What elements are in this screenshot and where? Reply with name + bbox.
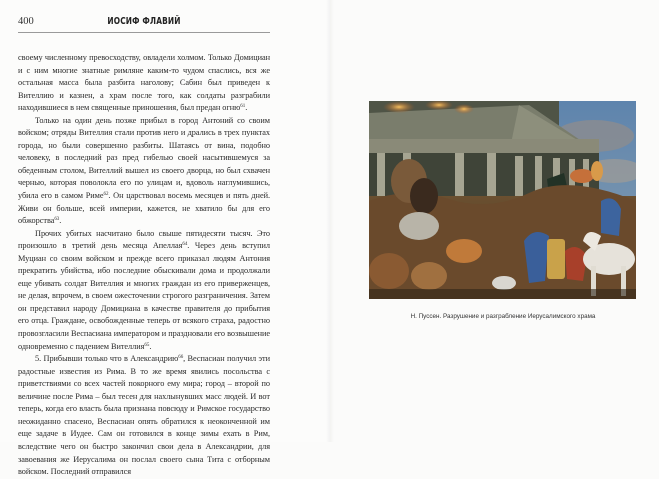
paragraph bbox=[18, 115, 270, 228]
left-page bbox=[0, 0, 330, 477]
paragraph-text: , Веспасиан получил эти радостные известия из Рима. В то же время явились посольства с приветствиями со всех частей покорного ему мира; город – второй по величине после Рима – был тесен для нахлынувших масс людей. И вот теперь, когда его власть была признана повсюду и Римское государство неожиданно спасено, Веспасиан опять обратился к неоконченной им еще задаче в Иудее. Сам он готовился в конце зимы ехать в Рим, вследствие чего он быстро закончил свои дела в Александрии, для завоевания же Иерусалима он послал своего сына Тита с отборным войском. Последний отправился bbox=[18, 354, 270, 477]
running-head bbox=[18, 13, 270, 33]
paragraph-text: . Он царствовал восемь месяцев и пять дней. Живи он больше, всей империи, кажется, не хватило бы для его обжорства bbox=[18, 191, 270, 226]
paragraph bbox=[18, 353, 270, 478]
illustration-caption: Н. Пуссен. Разрушение и разграбление Иерусалимского храма bbox=[410, 313, 596, 320]
paragraph-text: . bbox=[245, 103, 248, 113]
footnote-ref: 66 bbox=[178, 355, 184, 361]
paragraph bbox=[18, 52, 270, 115]
footnote-ref: 62 bbox=[103, 192, 109, 198]
footnote-ref: 61 bbox=[240, 104, 246, 110]
paragraph-text: . Через день вступил Муциан со своим войском и прежде всего приказал людям Антония прекратить убийства, ибо последние обыскивали дома и продолжали еще убивать солдат Вителлия и многих граждан из его приверженцев, не делая, впрочем, в своем ожесточении строгого разграничения. Затем он представил народу Домициана в качестве правителя до прибытия его отца. Граждане, освобожденные теперь от всякого страха, радостно провозгласили Веспасиана императором и праздновали его возвышение одновременно с падением Вителлия bbox=[18, 241, 270, 351]
paragraph-text: своему численному превосходству, овладели холмом. Только Домициан и с ним многие знатные римляне каким-то чудом спаслись, вся же остальная масса была разбита наголову; Сабин был приведен к Вителлию и казнен, а храм после того, как солдаты разграбили находившиеся в нем священные приношения, был предан огню bbox=[18, 53, 270, 113]
paragraph-text: Только на один день позже прибыл в город Антоний со своим войском; отряды Вителлия стали против него и дрались в трех пунктах города, но были совершенно разбиты. Шатаясь от вина, подобно человеку, в последний раз пред гибелью своей насытившемуся за обеденным столом, Вителлий вышел из своего дворца, но был схвачен чернью, которая поволокла его по улицам и, вдоволь наглумившись, убила его в самом Риме bbox=[18, 115, 270, 201]
footnote-ref: 63 bbox=[54, 217, 60, 223]
paragraph-text: 5. Прибывши только что в Александрию bbox=[35, 354, 179, 364]
painting-image bbox=[369, 101, 636, 299]
book-gutter bbox=[326, 0, 334, 442]
page-number: 400 bbox=[18, 16, 34, 27]
paragraph-text: Прочих убитых насчитано было свыше пятидесяти тысяч. Это произошло в третий день месяца Апеллая bbox=[18, 228, 270, 251]
footnote-ref: 64 bbox=[182, 242, 188, 248]
paragraph bbox=[18, 228, 270, 353]
paragraph-text: . bbox=[59, 216, 62, 226]
footnote-ref: 65 bbox=[144, 342, 150, 348]
painting-illustration bbox=[369, 101, 636, 299]
paragraph-text: . bbox=[149, 341, 152, 351]
running-title: ИОСИФ ФЛАВИЙ bbox=[107, 16, 181, 27]
body-text bbox=[18, 52, 270, 479]
